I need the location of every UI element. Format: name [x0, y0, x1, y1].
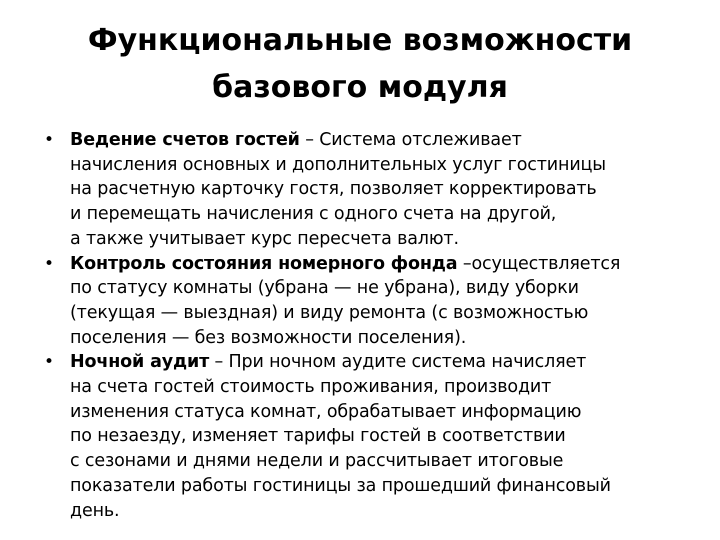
bullet-line: и перемещать начисления с одного счета на другой,: [70, 204, 557, 225]
bullet-item-room-status: [42, 252, 712, 351]
bullet-text: –осуществляется: [457, 253, 621, 274]
bullet-item-night-audit: [42, 350, 712, 523]
bullet-line: день.: [70, 500, 120, 521]
bullet-first-line: [70, 350, 712, 375]
bullet-line: с сезонами и днями недели и рассчитывает итоговые: [70, 451, 564, 472]
bullet-line: на счета гостей стоимость проживания, производит: [70, 377, 552, 398]
slide-title-line-2: базового модуля: [212, 70, 508, 105]
bullet-term: Контроль состояния номерного фонда: [70, 253, 458, 274]
bullet-first-line: [70, 128, 712, 153]
slide-title-line-1: Функциональные возможности: [87, 23, 633, 58]
bullet-line: по статусу комнаты (убрана — не убрана), виду уборки: [70, 278, 579, 299]
bullet-line: а также учитывает курс пересчета валют.: [70, 228, 459, 249]
bullet-dot: •: [44, 130, 54, 150]
bullet-line: показатели работы гостиницы за прошедший финансовый: [70, 475, 611, 496]
bullet-dot: •: [44, 253, 54, 274]
bullet-dot: •: [44, 352, 54, 373]
bullet-item-guest-accounts: [42, 128, 712, 252]
bullet-line: поселения — без возможности поселения).: [70, 327, 467, 348]
bullet-first-line: [70, 252, 712, 277]
bullet-line: на расчетную карточку гостя, позволяет корректировать: [70, 179, 597, 200]
bullet-list: [42, 128, 712, 523]
slide-title: [40, 17, 680, 111]
bullet-line: по незаезду, изменяет тарифы гостей в соответствии: [70, 426, 566, 447]
bullet-term: Ведение счетов гостей: [70, 130, 300, 150]
bullet-text: – При ночном аудите система начисляет: [209, 352, 587, 373]
bullet-text: – Система отслеживает: [299, 130, 522, 150]
bullet-term: Ночной аудит: [70, 352, 210, 373]
bullet-line: изменения статуса комнат, обрабатывает информацию: [70, 401, 582, 422]
bullet-line: (текущая — выездная) и виду ремонта (с возможностью: [70, 302, 589, 323]
bullet-line: начисления основных и дополнительных услуг гостиницы: [70, 154, 606, 175]
